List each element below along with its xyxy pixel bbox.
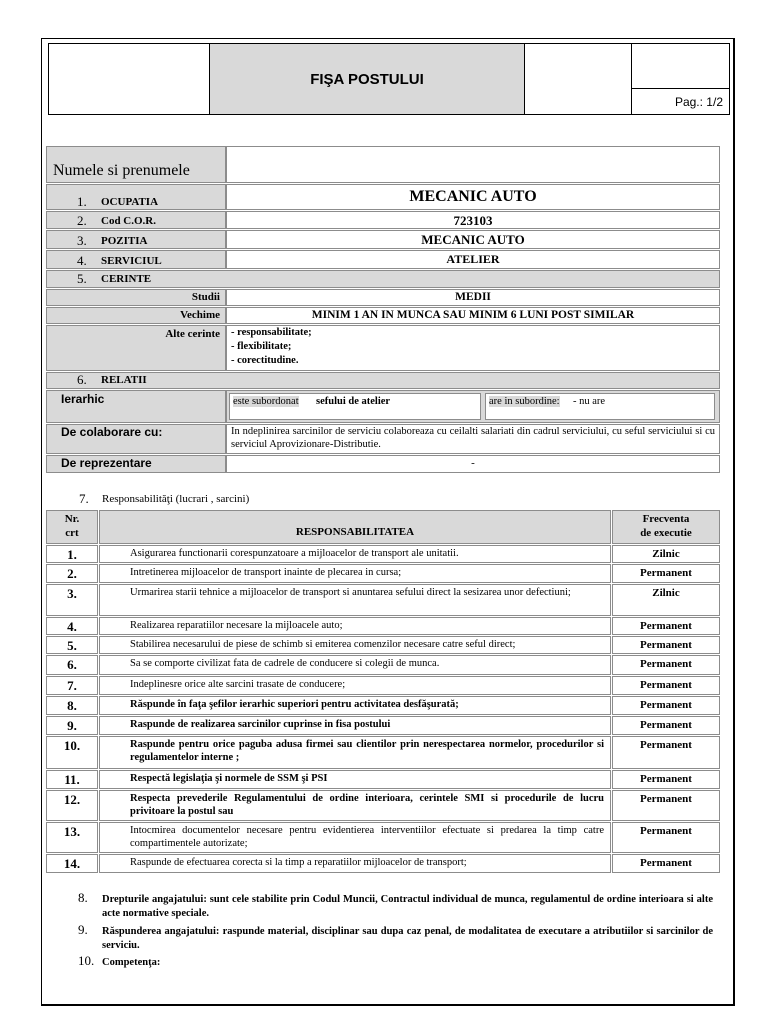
resp-text: Intocmirea documentelor necesare pentru evidentierea interventiilor efectuate si predarea la timp catre compartimentele autorizate; [130, 825, 604, 849]
resp-freq: Permanent [640, 739, 692, 751]
identity-num: 1. [77, 194, 87, 209]
resp-text: Intretinerea mijloacelor de transport inainte de plecarea in cursa; [130, 567, 402, 578]
identity-label: OCUPATIA [101, 196, 159, 208]
resp-freq-cell [612, 736, 720, 769]
page-number: Pag.: 1/2 [674, 95, 723, 109]
resp-text: Realizarea reparatiilor necesare la mijloacele auto; [130, 620, 343, 631]
resp-nr: 11. [64, 772, 80, 787]
resp-text-cell [99, 584, 611, 616]
resp-nr: 5. [67, 638, 77, 653]
resp-text: Respectă legislaţia şi normele de SSM şi PSI [130, 773, 328, 784]
resp-col-resp-label: RESPONSABILITATEA [295, 526, 415, 538]
resp-freq-cell [612, 696, 720, 715]
resp-freq: Permanent [640, 658, 692, 670]
page-title: FIŞA POSTULUI [310, 71, 424, 88]
alte-line-3: - corectitudine. [231, 355, 299, 366]
footer-text: Competenţa: [102, 957, 161, 968]
name-label: Numele si prenumele [53, 162, 190, 179]
resp-nr: 12. [63, 792, 81, 807]
identity-value-cell [226, 184, 720, 210]
resp-col-freq [612, 510, 720, 544]
resp-text-cell [99, 617, 611, 635]
resp-freq-cell [612, 617, 720, 635]
studii-label-cell [46, 289, 226, 306]
resp-text-cell [99, 790, 611, 821]
subordine-prefix: are in subordine: [489, 396, 560, 407]
resp-text-cell [99, 822, 611, 853]
subordine-cell [485, 393, 715, 420]
identity-label-cell [46, 211, 226, 229]
identity-value: MECANIC AUTO [409, 188, 537, 205]
resp-nr-cell [46, 790, 98, 821]
resp-freq-cell [612, 854, 720, 873]
alte-line-1: - responsabilitate; [231, 327, 312, 338]
subordonat-prefix: este subordonat [233, 396, 299, 407]
resp-col-freq-label: Frecventa de executie [640, 513, 692, 539]
resp-freq-cell [612, 716, 720, 735]
identity-label: SERVICIUL [101, 255, 162, 267]
resp-nr-cell [46, 617, 98, 635]
reprezentare-label-cell [46, 455, 226, 473]
resp-freq-cell [612, 636, 720, 654]
resp-text-cell [99, 854, 611, 873]
resp-text: Raspunde de efectuarea corecta si la timp a reparatiilor mijloacelor de transport; [130, 857, 467, 868]
identity-value-cell [226, 250, 720, 269]
resp-nr-cell [46, 564, 98, 583]
relatii-band [46, 372, 720, 389]
identity-value: 723103 [453, 213, 493, 228]
resp-freq-cell [612, 545, 720, 563]
resp-text: Stabilirea necesarului de piese de schimb si emiterea comenzilor necesare catre seful direct; [130, 639, 516, 650]
resp-freq: Permanent [640, 857, 692, 869]
resp-freq: Zilnic [652, 587, 680, 599]
header-empty-box [524, 43, 632, 115]
resp-col-resp [99, 510, 611, 544]
studii-value-cell [226, 289, 720, 306]
resp-freq-cell [612, 822, 720, 853]
identity-num: 4. [77, 253, 87, 268]
reprezentare-value-cell [226, 455, 720, 473]
resp-nr: 4. [67, 619, 77, 634]
resp-text: Asigurarea functionarii corespunzatoare a mijloacelor de transport ale unitatii. [130, 548, 459, 559]
document-page [41, 38, 735, 1006]
resp-freq: Permanent [640, 620, 692, 632]
colaborare-label-cell [46, 424, 226, 454]
vechime-label-cell [46, 307, 226, 324]
ierarhic-label: Ierarhic [61, 392, 105, 406]
resp-nr: 1. [67, 547, 77, 562]
name-value-cell [226, 146, 720, 183]
resp-text: Raspunde de realizarea sarcinilor cuprinse in fisa postului [130, 719, 391, 730]
resp-text-cell [99, 716, 611, 735]
resp-freq-cell [612, 770, 720, 789]
footer-text: Răspunderea angajatului: raspunde material, disciplinar sau dupa caz penal, de modalitatea de executare a atributiilor si sarcinilor de serviciu. [102, 926, 713, 951]
resp-nr: 9. [67, 718, 77, 733]
alte-label-cell [46, 325, 226, 371]
resp-nr: 8. [67, 698, 77, 713]
resp-nr-cell [46, 636, 98, 654]
resp-nr-cell [46, 854, 98, 873]
identity-label-cell [46, 250, 226, 269]
ierarhic-value-wrap [226, 390, 720, 423]
resp-nr: 3. [67, 586, 77, 601]
alte-line-2: - flexibilitate; [231, 341, 292, 352]
relatii-num: 6. [77, 372, 87, 387]
resp-freq: Permanent [640, 773, 692, 785]
vechime-label: Vechime [180, 309, 220, 321]
resp-text-cell [99, 770, 611, 789]
reprezentare-value: - [471, 457, 475, 469]
studii-label: Studii [191, 291, 220, 303]
ierarhic-label-cell [46, 390, 226, 423]
subordonat-cell [229, 393, 481, 420]
colaborare-value: In ndeplinirea sarcinilor de serviciu colaboreaza cu ceilalti salariati din cadrul serviciului, cu seful serviciului si cu serviciul Aprovizionare-Distributie. [231, 426, 715, 450]
cerinte-band [46, 270, 720, 288]
colaborare-value-cell [226, 424, 720, 454]
resp-nr: 6. [67, 657, 77, 672]
resp-nr: 14. [63, 856, 81, 871]
identity-label-cell [46, 184, 226, 210]
resp-nr-cell [46, 584, 98, 616]
resp-title: Responsabilităţi (lucrari , sarcini) [102, 493, 250, 505]
header-title-box [209, 43, 525, 115]
resp-freq: Permanent [640, 793, 692, 805]
resp-text-cell [99, 696, 611, 715]
vechime-value-cell [226, 307, 720, 324]
relatii-label: RELATII [101, 374, 147, 386]
resp-text: Răspunde în faţa şefilor ierarhic superiori pentru activitatea desfăşurată; [130, 699, 459, 710]
resp-text: Raspunde pentru orice paguba adusa firmei sau clientilor prin nerespectarea normelor, procedurilor si regulamentelor interne ; [130, 739, 604, 763]
resp-nr: 13. [63, 824, 81, 839]
resp-nr-cell [46, 655, 98, 675]
studii-value: MEDII [455, 291, 491, 303]
resp-col-nr [46, 510, 98, 544]
reprezentare-label: De reprezentare [61, 456, 152, 470]
resp-freq: Zilnic [652, 548, 680, 560]
alte-label: Alte cerinte [165, 328, 220, 340]
footer-num: 9. [78, 922, 88, 937]
identity-label-cell [46, 230, 226, 249]
resp-freq-cell [612, 584, 720, 616]
identity-num: 3. [77, 233, 87, 248]
resp-text: Sa se comporte civilizat fata de cadrele de conducere si colegii de munca. [130, 658, 440, 669]
subordonat-value: sefului de atelier [316, 396, 391, 407]
resp-nr-cell [46, 676, 98, 695]
identity-label: Cod C.O.R. [101, 215, 157, 227]
resp-freq: Permanent [640, 825, 692, 837]
resp-nr-cell [46, 696, 98, 715]
identity-value: MECANIC AUTO [421, 232, 525, 247]
resp-nr: 2. [67, 566, 77, 581]
cerinte-num: 5. [77, 271, 87, 286]
resp-nr-cell [46, 822, 98, 853]
alte-value-cell [226, 325, 720, 371]
vechime-value: MINIM 1 AN IN MUNCA SAU MINIM 6 LUNI POST SIMILAR [311, 309, 635, 321]
resp-freq: Permanent [640, 719, 692, 731]
resp-text-cell [99, 655, 611, 675]
footer-num: 8. [78, 890, 88, 905]
identity-num: 2. [77, 213, 87, 228]
name-label-cell [46, 146, 226, 183]
resp-freq-cell [612, 564, 720, 583]
resp-nr-cell [46, 545, 98, 563]
header-page-box [631, 43, 730, 115]
resp-text-cell [99, 545, 611, 563]
resp-nr: 7. [67, 678, 77, 693]
subordine-value: - nu are [573, 396, 606, 407]
cerinte-label: CERINTE [101, 273, 152, 285]
resp-nr: 10. [63, 738, 81, 753]
resp-freq: Permanent [640, 699, 692, 711]
resp-freq: Permanent [640, 639, 692, 651]
resp-freq-cell [612, 676, 720, 695]
identity-value-cell [226, 211, 720, 229]
resp-num: 7. [79, 491, 89, 506]
resp-text: Indeplinesre orice alte sarcini trasate de conducere; [130, 679, 346, 690]
resp-nr-cell [46, 736, 98, 769]
resp-freq-cell [612, 790, 720, 821]
resp-text: Urmarirea starii tehnice a mijloacelor de transport si anuntarea sefului direct la sesizarea unor defectiuni; [130, 587, 571, 598]
footer-text: Drepturile angajatului: sunt cele stabilite prin Codul Muncii, Contractul individual de munca, regulamentul de ordine interioara si alte acte normative speciale. [102, 894, 713, 919]
resp-nr-cell [46, 770, 98, 789]
resp-col-nr-label: Nr. crt [64, 513, 80, 539]
resp-freq: Permanent [640, 567, 692, 579]
resp-freq: Permanent [640, 679, 692, 691]
resp-text-cell [99, 676, 611, 695]
identity-label: POZITIA [101, 235, 148, 247]
resp-nr-cell [46, 716, 98, 735]
footer-num: 10. [78, 953, 95, 968]
resp-text-cell [99, 564, 611, 583]
colaborare-label: De colaborare cu: [61, 425, 163, 439]
resp-text-cell [99, 736, 611, 769]
resp-freq-cell [612, 655, 720, 675]
identity-value-cell [226, 230, 720, 249]
resp-text: Respecta prevederile Regulamentului de ordine interioara, cerintele SMI si procedurile de lucru privitoare la postul sau [130, 793, 604, 817]
identity-value: ATELIER [446, 252, 500, 266]
header-logo-box [48, 43, 210, 115]
resp-text-cell [99, 636, 611, 654]
